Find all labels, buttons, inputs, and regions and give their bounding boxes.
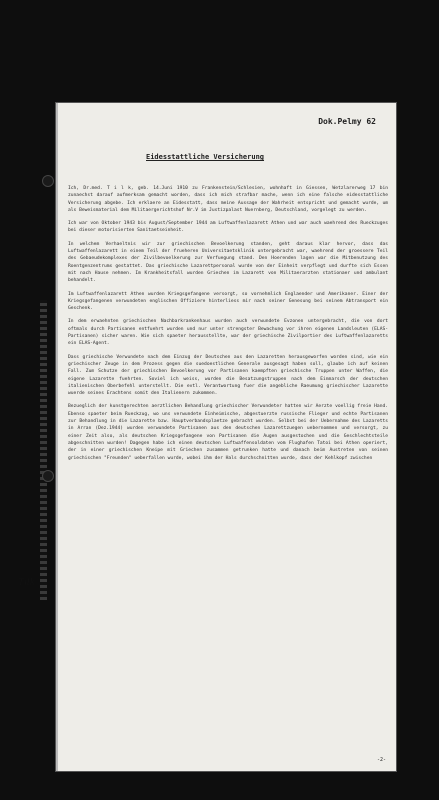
document-title: Eidesstattliche Versicherung [146, 153, 265, 161]
paragraph-3: In welchem Verhaeltnis wir zur griechischen Bevoelkerung standen, geht daraus klar hervor, dass das Luftwaffenlazarett in einem Teil der frueheren Universitaetsklinik untergebracht war, waehrend der groessere Teil des Gebaeudekomplexes der Zivilbevoelkerung zur Verfuegung stand. Den Hoerenden lagen war die Mitbenutzung des Roentgenzentrums gestattet. Das griechische Lazarettpersonal wurde von der Einheit verpflegt und durfte sich Essen mit nach Hause nehmen. Im Krankheitsfall wurden Griechen im Lazarett von Militaerarzten stationaer und ambulant behandelt. [68, 241, 388, 284]
document-page [56, 103, 396, 771]
punch-hole [42, 175, 54, 187]
handwritten-signature: Tilk [17, 577, 36, 589]
paragraph-6: Dass griechische Verwundete nach dem Einzug der Deutschen aus den Lazaretten herausgeworfen worden sind, wie ein griechischer Zeuge in dem Prozess gegen die suedoestlichen Generale ausgesagt haben soll, glaube ich auf keinen Fall. Zum Schutze der griechischen Bevoelkerung vor Partisanen kaempften griechische Truppen unter Waffen, die eigene Lazarette fuehrten. Soviel ich weiss, wurden die Besatzungstruppen nach dem Einmarsch der deutschen italienischen Oberbefehl unterstellt. Die evtl. Verantwortung fuer die angebliche Raeumung griechischer Lazarette wuerde seines Erachtens somit den Italienern zukommen. [68, 354, 388, 397]
paragraph-7: Bezueglich der kunstgerechten aerztlichen Behandlung griechischer Verwundeter hatten wir Aerzte voellig freie Hand. Ebenso spaeter beim Rueckzug, wo uns verwundete Einheimische, abgestuerzte russische Flieger und echte Partisanen zur Behandlung in die Lazarette bzw. Hauptverbandsplaetze gebracht wurden. Selbst bei der Uebernahme des Lazaretts in Arran (Dez.1944) wurden verwundete Partisanen aus den deutschen Lazarettzuegen uebernommen und versorgt, zu einer Zeit also, als deutschen Kriegsgefangene von Partisanen die Augen ausgestochen und die Geschlechtsteile abgeschnitten wurden! Dagegen habe ich einen deutschen Luftwaffensoldaten vom Flughafen Tatoi bei Athen operiert, der in einer griechischen Kneipe mit Griechen zusammen getrunken hatte und danach beim Austreten von seinen griechischen "Freunden" ueberfallen wurde, wobei ihm der Hals durchschnitten wurde, dass der Kehlkopf zwischen [68, 404, 388, 461]
document-reference-label: Dok.Pelmy 62 [318, 117, 376, 126]
page-number: -2- [376, 757, 386, 763]
document-body [68, 185, 388, 468]
binding-strip [40, 300, 47, 600]
paragraph-1: Ich, Dr.med. T i l k, geb. 14.Juni 1910 zu Frankenstein/Schlesien, wohnhaft in Giessen, Wetzlarerweg 17 bin zunaechst darauf aufmerksam gemacht worden, dass ich mich strafbar mache, wenn ich eine falsche eidesstattliche Versicherung abgebe. Ich erklaere an Eidesstatt, dass meine Aussage der Wahrheit entspricht und gemacht wurde, um als Beweismaterial dem Militaergerichtshof Nr.V im Justizpalast Nuernberg, Deutschland, vorgelegt zu werden. [68, 186, 388, 213]
punch-hole [42, 470, 54, 482]
paragraph-5: In dem erwaehnten griechischen Nachbarkrankenhaus wurden auch verwundete Evzonen untergebracht, die von dort oftmals durch Partisanen entfuehrt wurden und nur unter strengster Bewachung vor ihren eigenen Landsleuten (ELAS-Partisanen) sicher waren. Wie sich spaeter herausstellte, war der griechische Zivilportier des Luftwaffenlazaretts ein ELAS-Agent. [68, 319, 388, 347]
paragraph-4: Im Luftwaffenlazarett Athen wurden Kriegsgefangene versorgt, so vornehmlich Englaender und Amerikaner. Einer der Kriegsgefangenen verwundeten englischen Offiziere hinterliess mir nach seiner Genesung bei seinem Abtransport ein Geschenk. [68, 291, 388, 312]
paragraph-2: Ich war von Oktober 1943 bis August/September 1944 am Luftwaffenlazarett Athen und war auch waehrend des Rueckzuges bei dieser motorisierten Sanitaetseinheit. [68, 221, 388, 234]
